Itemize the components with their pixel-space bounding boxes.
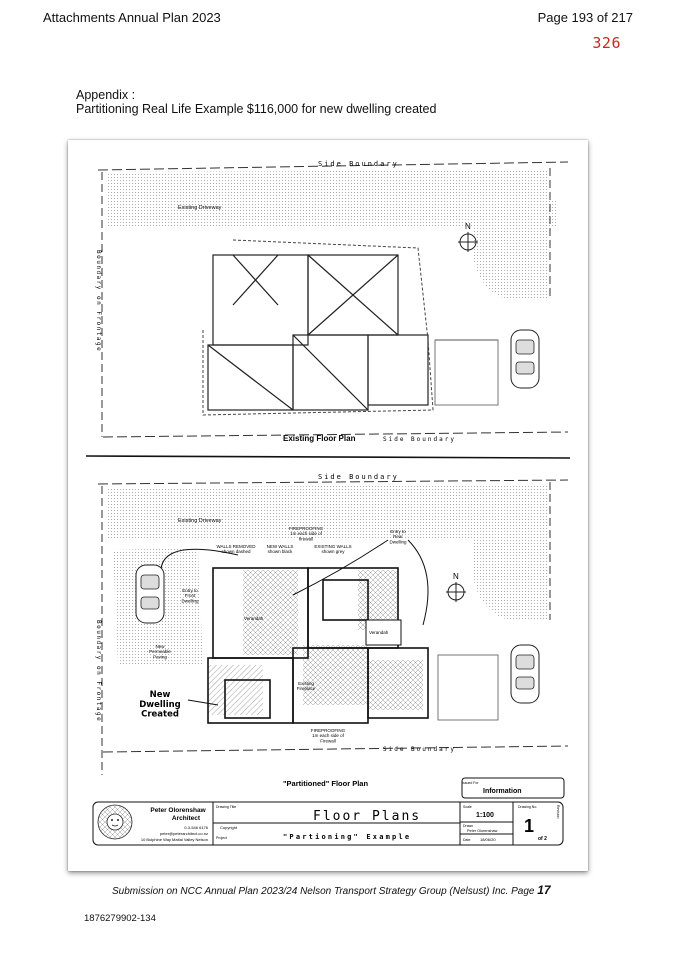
note-new-walls: NEW WALLS shown black: [266, 544, 294, 555]
drawn-by: Peter Olorenshaw: [467, 829, 498, 833]
footer-text: Submission on NCC Annual Plan 2023/24 Nelson Transport Strategy Group (Nelsust) Inc. Page: [112, 886, 535, 897]
architect-address: 10 Bulphine Way Maitai Valley Nelson: [140, 837, 208, 842]
project-label: Project: [216, 836, 227, 840]
note-entry-front: Entry to Front Dwelling: [181, 588, 199, 604]
svg-text:N: N: [453, 572, 459, 581]
drawing-title: Floor Plans: [313, 809, 422, 824]
architect-sun-logo: [98, 805, 132, 839]
footer-page-number: 17: [537, 883, 551, 897]
partitioned-driveway-label: Existing Driveway: [178, 518, 222, 524]
appendix-caption: Partitioning Real Life Example $116,000 for new dwelling created: [76, 102, 437, 116]
partitioned-plan-title: "Partitioned" Floor Plan: [283, 779, 369, 788]
drawing-title-label: Drawing Title: [216, 805, 237, 809]
document-id: 1876279902-134: [84, 913, 156, 924]
partitioned-side-boundary-top: Side Boundary: [318, 473, 399, 481]
note-fireproofing-bottom: FIREPROOFING 1m each side of Firewall: [310, 728, 346, 744]
note-fireproofing-top: FIREPROOFING 1m each side of firewall: [288, 526, 324, 542]
sheet-of: of 2: [538, 836, 547, 842]
existing-plan-title: Existing Floor Plan: [283, 434, 356, 443]
svg-text:N: N: [465, 222, 471, 231]
new-dwelling-label: New Dwelling Created: [139, 690, 181, 720]
project-value: "Partioning" Example: [283, 833, 412, 841]
floor-plan-drawing: [68, 140, 588, 871]
page-indicator: Page 193 of 217: [537, 10, 633, 25]
verandah-left-label: Verandah: [244, 616, 264, 621]
existing-site-plan: [98, 162, 568, 437]
date-value: 18/06/20: [480, 837, 496, 842]
note-existing-fireplace: Existing Fireplace: [296, 681, 316, 692]
scale-value: 1:100: [476, 812, 494, 819]
date-label: Date: [463, 838, 471, 842]
architectural-drawing-sheet: [68, 140, 588, 871]
note-entry-rear: Entry to Rear Dwelling: [389, 529, 407, 545]
issued-for-label: Issued For: [462, 781, 479, 785]
revision-label: Revision: [556, 805, 560, 819]
existing-driveway-label: Existing Driveway: [178, 205, 222, 211]
document-header-title: Attachments Annual Plan 2023: [43, 10, 221, 25]
note-existing-walls: EXISTING WALLS shown grey: [314, 544, 352, 555]
stamp-number: 326: [592, 34, 621, 52]
partitioned-boundary-frontage: Boundary on Frontage: [95, 620, 102, 723]
appendix-heading: [76, 88, 436, 116]
page-footer: [112, 883, 551, 897]
copyright-label: Copyright: [220, 825, 238, 830]
drawn-label: Drawn: [463, 824, 474, 828]
scale-label: Scale: [463, 805, 472, 809]
drawing-no-value: 1: [524, 816, 535, 836]
verandah-right-label: Verandah: [369, 630, 389, 635]
note-paving: New Permeable Paving: [149, 644, 171, 660]
architect-name: Peter Olorenshaw: [150, 807, 206, 814]
architect-email: peter@peterarchitect.co.nz: [159, 831, 208, 836]
architect-role: Architect: [171, 815, 201, 822]
drawing-no-label: Drawing No.: [518, 805, 538, 809]
note-walls-removed: WALLS REMOVED shown dashed: [216, 544, 256, 555]
architect-phone: 0-3-546 6176: [184, 825, 208, 830]
existing-boundary-frontage: Boundary on Frontage: [95, 250, 102, 353]
existing-side-boundary-bottom: Side Boundary: [383, 436, 456, 443]
existing-side-boundary-top: Side Boundary: [318, 160, 399, 168]
issued-for-value: Information: [483, 788, 522, 795]
partitioned-side-boundary-bottom: Side Boundary: [383, 746, 456, 753]
appendix-label: Appendix :: [76, 88, 136, 102]
